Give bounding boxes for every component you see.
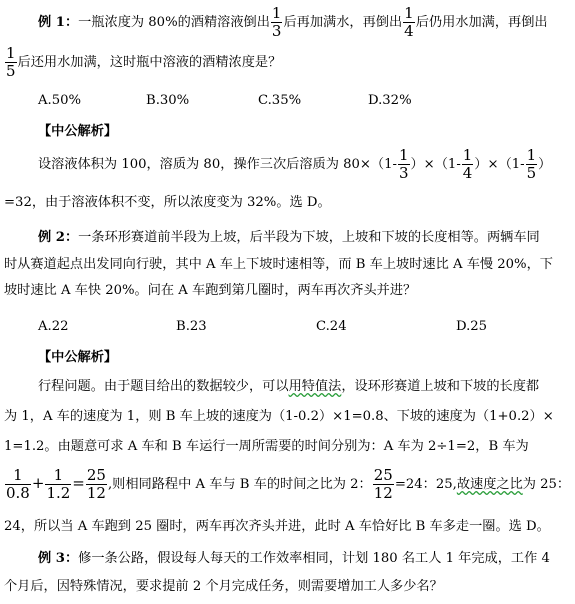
analysis-1-heading: 【中公解析】 <box>38 124 118 139</box>
example-2-label: 例 2： <box>38 230 79 245</box>
fraction-one-fifth: $\frac{1}{5}$ <box>6 44 16 80</box>
fraction-one-fourth: $\frac{1}{4}$ <box>404 4 414 40</box>
example-3-question-line-1: 例 3：修一条公路，假设每人每天的工作效率相同，计划 180 名工人 1 年完成，工作 4 <box>38 551 550 566</box>
analysis-2-line-5: 24，所以当 A 车跑到 25 圈时，两车再次齐头并进，此时 A 车恰好比 B 车多走一圈。选 D。 <box>4 519 550 534</box>
example-3-label: 例 3： <box>38 551 79 566</box>
option-a: A.50% <box>38 93 82 108</box>
fraction-1-over-0.8: $\frac{1}{0.8}$ <box>6 466 30 502</box>
option-d: D.25 <box>456 319 488 334</box>
fraction-one-third: $\frac{1}{3}$ <box>271 4 282 40</box>
fraction-one-fifth: $\frac{1}{5}$ <box>526 146 537 182</box>
option-a: A.22 <box>38 319 69 334</box>
analysis-1-line-2: =32，由于溶液体积不变，所以浓度变为 32%。选 D。 <box>4 195 331 210</box>
example-3-question-line-2: 个月后，因特殊情况，要求提前 2 个月完成任务，则需要增加工人多少名？ <box>4 579 443 594</box>
example-2-question-line-3: 坡时速比 A 车快 20%。问在 A 车跑到第几圈时，两车再次齐头并进？ <box>4 283 417 298</box>
analysis-2-line-3: 1=1.2。由题意可求 A 车和 B 车运行一周所需要的时间分别为：A 车为 2÷1=2，B 车为 <box>4 439 529 454</box>
example-1-question-line-2: $\frac{1}{5}$ 后还用水加满，这时瓶中溶液的酒精浓度是？ <box>6 44 282 80</box>
highlighted-term: 故速度之比 <box>456 477 523 492</box>
example-2-question-line-2: 时从赛道起点出发同向行驶，其中 A 车上下坡时速相等，而 B 车上坡时速比 A 车慢 20%，下 <box>4 257 553 272</box>
fraction-one-fourth: $\frac{1}{4}$ <box>462 146 473 182</box>
highlighted-term: 用特值法 <box>288 379 342 394</box>
analysis-2-line-2: 为 1，A 车的速度为 1，则 B 车上坡的速度为（1-0.2）×1=0.8、下坡的速度为（1+0.2）× <box>4 409 554 424</box>
example-1-question-line-1: 例 1：一瓶浓度为 80%的酒精溶液倒出 $\frac{1}{3}$ 后再加满水，再倒出 $\frac{1}{4}$ 后仍用水加满，再倒出 <box>38 4 548 40</box>
fraction-25-over-12: $\frac{25}{12}$ <box>373 466 393 502</box>
fraction-1-over-1.2: $\frac{1}{1.2}$ <box>46 466 71 502</box>
fraction-one-third: $\frac{1}{3}$ <box>398 146 409 182</box>
analysis-2-line-4: $\frac{1}{0.8}$ + $\frac{1}{1.2}$ = $\frac{25}{12}$ ,则相同路程中 A 车与 B 车的时间之比为 2： $\frac{25}{12}$ =24：25,故速度之比为 25： <box>6 466 571 502</box>
option-c: C.35% <box>258 93 302 108</box>
fraction-25-over-12: $\frac{25}{12}$ <box>86 466 106 502</box>
analysis-2-line-1: 行程问题。由于题目给出的数据较少，可以用特值法，设环形赛道上坡和下坡的长度都 <box>38 379 540 394</box>
option-b: B.23 <box>176 319 207 334</box>
example-2-question-line-1: 例 2：一条环形赛道前半段为上坡，后半段为下坡，上坡和下坡的长度相等。两辆车同 <box>38 230 540 245</box>
example-1-label: 例 1： <box>38 15 79 30</box>
analysis-2-heading: 【中公解析】 <box>38 350 118 365</box>
option-c: C.24 <box>316 319 347 334</box>
option-d: D.32% <box>368 93 412 108</box>
option-b: B.30% <box>146 93 190 108</box>
analysis-1-line-1: 设溶液体积为 100，溶质为 80，操作三次后溶质为 80×（1- $\frac{1}{3}$ ）×（1- $\frac{1}{4}$ ）×（1- $\frac{1}{5}$ ） <box>38 146 552 182</box>
